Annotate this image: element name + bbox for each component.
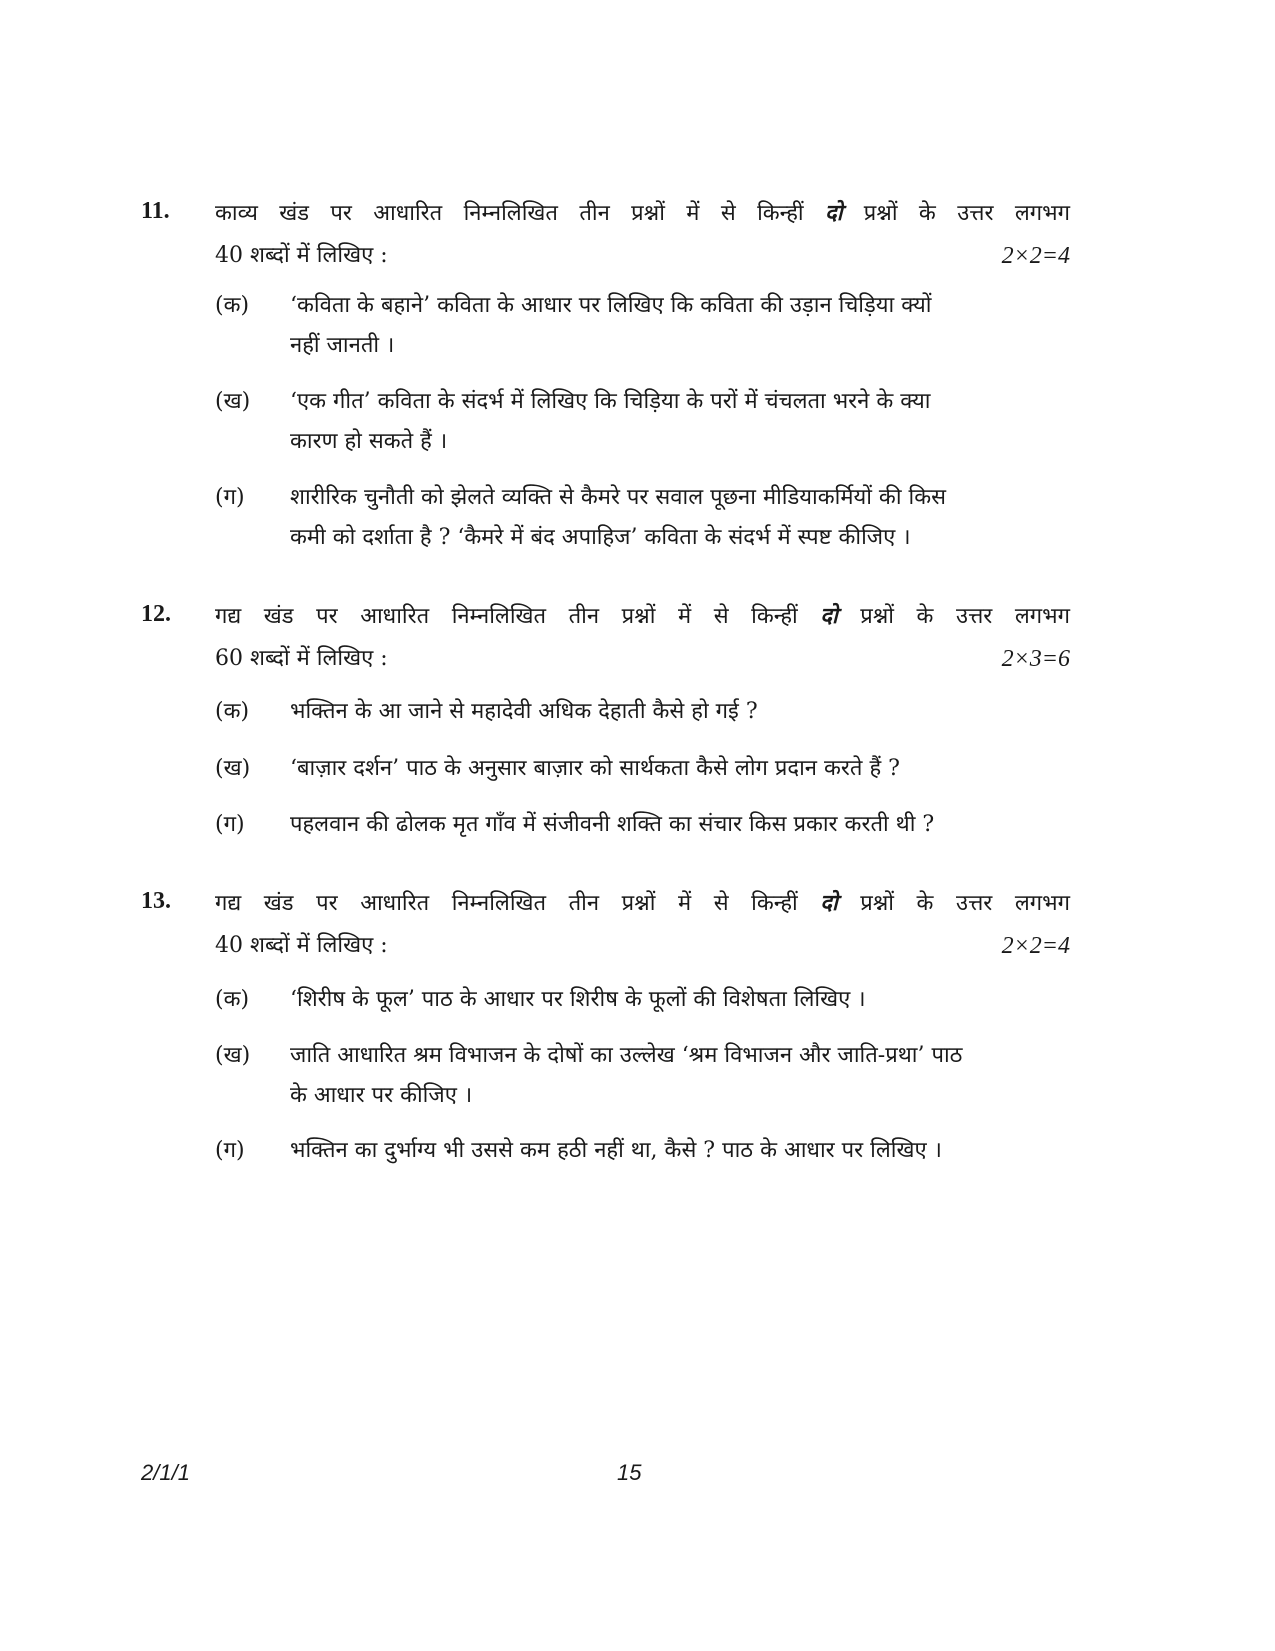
marks: 2×2=4	[1001, 933, 1070, 959]
sub-question-label: (ग)	[215, 485, 245, 510]
paper-code: 2/1/1	[141, 1460, 190, 1485]
stem-line-2: 40 शब्दों में लिखिए : 2×2=4	[215, 925, 1070, 967]
sub-question-label: (क)	[215, 987, 250, 1012]
question-stem	[215, 595, 1070, 680]
sub-question-label: (ग)	[215, 812, 245, 837]
sub-question-label: (ख)	[215, 389, 251, 414]
question-number: 11.	[141, 198, 170, 224]
sub-question-label: (ख)	[215, 1043, 251, 1068]
question-stem	[215, 882, 1070, 967]
sub-question-label: (क)	[215, 699, 250, 724]
stem-line-2: 60 शब्दों में लिखिए : 2×3=6	[215, 638, 1070, 680]
marks: 2×3=6	[1001, 646, 1070, 672]
stem-line-2: 40 शब्दों में लिखिए : 2×2=4	[215, 235, 1070, 277]
sub-question-text: भक्तिन का दुर्भाग्य भी उससे कम हठी नहीं था, कैसे ? पाठ के आधार पर लिखिए ।	[290, 1138, 942, 1163]
sub-question-text: भक्तिन के आ जाने से महादेवी अधिक देहाती कैसे हो गई ?	[290, 699, 758, 724]
question-number: 12.	[141, 601, 171, 627]
sub-question-text: शारीरिक चुनौती को झेलते व्यक्ति से कैमरे पर सवाल पूछना मीडियाकर्मियों की किस कमी को दर्शाता है ? ‘कैमरे में बंद अपाहिज’ कविता के संदर्भ में स्पष्ट कीजिए ।	[290, 485, 946, 550]
stem-line-1: काव्य खंड पर आधारित निम्नलिखित तीन प्रश्नों में से किन्हीं दो प्रश्नों के उत्तर लगभग	[215, 200, 1070, 226]
sub-question-text: जाति आधारित श्रम विभाजन के दोषों का उल्लेख ‘श्रम विभाजन और जाति-प्रथा’ पाठ के आधार पर कीजिए ।	[290, 1043, 963, 1108]
sub-question-text: ‘शिरीष के फूल’ पाठ के आधार पर शिरीष के फूलों की विशेषता लिखिए ।	[290, 987, 866, 1012]
sub-question-label: (ख)	[215, 756, 251, 781]
question-stem	[215, 192, 1070, 277]
page-number: 15	[617, 1460, 642, 1485]
sub-question-text: ‘एक गीत’ कविता के संदर्भ में लिखिए कि चिड़िया के परों में चंचलता भरने के क्या कारण हो सकते हैं ।	[290, 389, 931, 454]
sub-question-label: (ग)	[215, 1138, 245, 1163]
stem-line-1: गद्य खंड पर आधारित निम्नलिखित तीन प्रश्नों में से किन्हीं दो प्रश्नों के उत्तर लगभग	[215, 603, 1070, 629]
sub-question-text: ‘कविता के बहाने’ कविता के आधार पर लिखिए कि कविता की उड़ान चिड़िया क्यों नहीं जानती ।	[290, 293, 932, 358]
marks: 2×2=4	[1001, 243, 1070, 269]
question-number: 13.	[141, 888, 171, 914]
sub-question-text: ‘बाज़ार दर्शन’ पाठ के अनुसार बाज़ार को सार्थकता कैसे लोग प्रदान करते हैं ?	[290, 756, 900, 781]
sub-question-text: पहलवान की ढोलक मृत गाँव में संजीवनी शक्ति का संचार किस प्रकार करती थी ?	[290, 812, 935, 837]
stem-line-1: गद्य खंड पर आधारित निम्नलिखित तीन प्रश्नों में से किन्हीं दो प्रश्नों के उत्तर लगभग	[215, 890, 1070, 916]
sub-question-label: (क)	[215, 293, 250, 318]
